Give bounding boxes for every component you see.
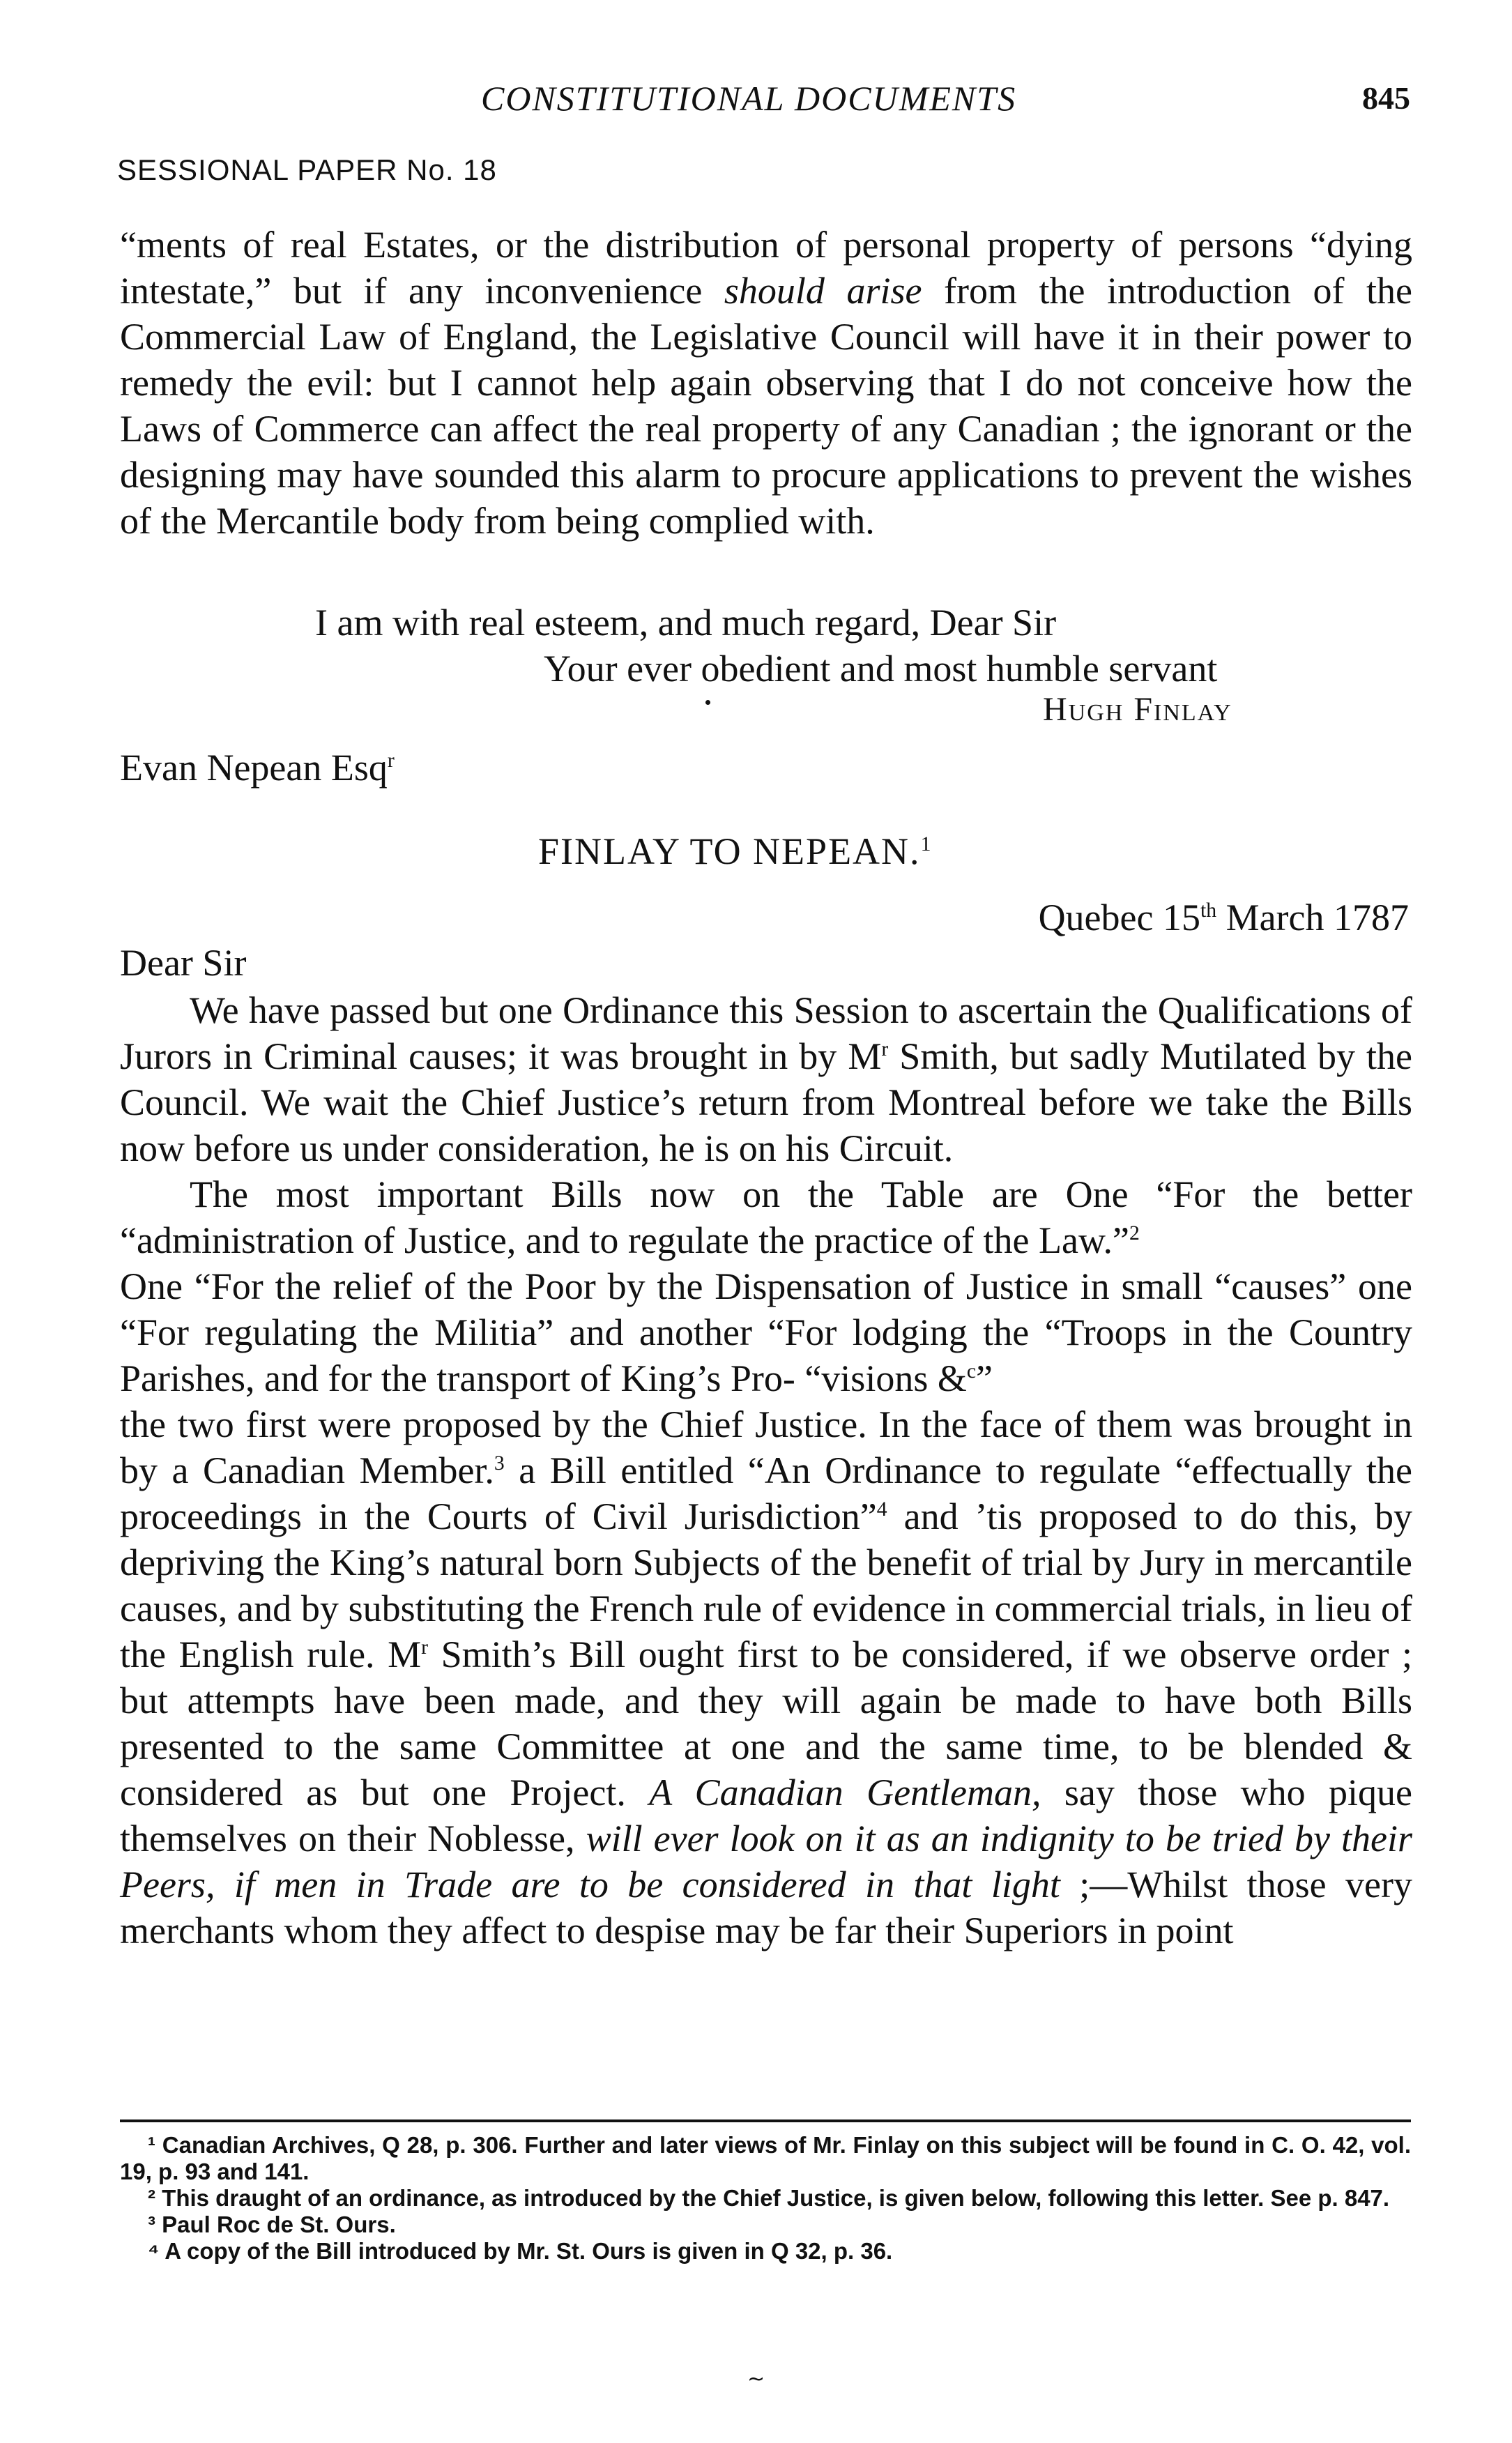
salutation: Dear Sir [120,942,247,984]
footnote: ¹ Canadian Archives, Q 28, p. 306. Further and later views of Mr. Finlay on this subject will be found in C. O. 42, vol. 19, p. 93 and 141. [120,2132,1411,2184]
footnote-divider [120,2119,1411,2122]
dateline: Quebec 15th March 1787 [1038,897,1409,938]
letter1-body [120,222,1412,544]
footnote: ² This draught of an ordinance, as introduced by the Chief Justice, is given below, following this letter. See p. 847. [148,2185,1390,2211]
letter-heading: FINLAY TO NEPEAN.$^1$ [538,830,933,872]
addressee: Evan Nepean Esq$^r$ [120,747,395,789]
closing-line: Your ever obedient and most humble servant [544,648,1218,690]
sessional-paper-label: SESSIONAL PAPER No. 18 [117,153,497,186]
closing-line: I am with real esteem, and much regard, Dear Sir [315,602,1057,644]
ink-dot [705,700,710,705]
paragraph: We have passed but one Ordinance this Session to ascertain the Qualifications of Jurors in Criminal causes; it was brought in by $M^r$ Smith, but sadly Mutilated by the Council. We wait the Chief Justice’s return from Montreal before we take the Bills now before us under consideration, he is on his Circuit. [120,989,1412,1169]
footnote: ⁴ A copy of the Bill introduced by Mr. St. Ours is given in Q 32, p. 36. [148,2238,893,2264]
running-title: CONSTITUTIONAL DOCUMENTS [481,79,1017,118]
paragraph: the two first were proposed by the Chief Justice. In the face of them was brought in by a Canadian Member.$^3$ a Bill entitled “An Ordinance to regulate “effectually the proceedings in the Courts of Civil Jurisdiction”$^4$ and ’tis proposed to do this, by depriving the King’s natural born Subjects of the benefit of trial by Jury in mercantile causes, and by substituting the French rule of evidence in commercial trials, in lieu of the English rule. $M^r$ Smith’s Bill ought first to be considered, if we observe order ; but attempts have been made, and they will again be made to have both Bills presented to the same Committee at one and the same time, to be blended & considered as but one Project. A Canadian Gentleman, say those who pique themselves on their Noblesse, will ever look on it as an indignity to be tried by their Peers, if men in Trade are to be considered in that light ;—Whilst those very merchants whom they affect to despise may be far their Superiors in point [120,1403,1413,1951]
emphasis-text: A Canadian Gentleman, [649,1772,1041,1813]
paragraph: The most important Bills now on the Table are One “For the better “administration of Justice, and to regulate the practice of the Law.”$^2$ [120,1173,1412,1261]
page-number: 845 [1362,80,1410,116]
footnotes [120,2132,1411,2265]
signature: Hugh Finlay [1043,691,1232,728]
paragraph: One “For the relief of the Poor by the Dispensation of Justice in small “causes” one “For regulating the Militia” and another “For lodging the “Troops in the Country Parishes, and for the transport of King’s Pro- “visions &$^c$” [120,1265,1412,1399]
emphasis-text: will ever look on it as an indignity to be tried by their Peers, if men in Trade are to be considered in that light [120,1818,1412,1905]
letter1-paragraph: “ments of real Estates, or the distribution of personal property of persons “dying intestate,” but if any inconvenience should arise from the introduction of the Commercial Law of England, the Legislative Council will have it in their power to remedy the evil: but I cannot help again observing that I do not conceive how the Laws of Commerce can affect the real property of any Canadian ; the ignorant or the designing may have sounded this alarm to procure applications to prevent the wishes of the Mercantile body from being complied with. [120,224,1412,542]
printer-mark: ~ [747,2367,765,2391]
letter2-body [120,987,1412,1954]
footnote: ³ Paul Roc de St. Ours. [148,2212,396,2237]
emphasis-text: should arise [724,270,922,312]
